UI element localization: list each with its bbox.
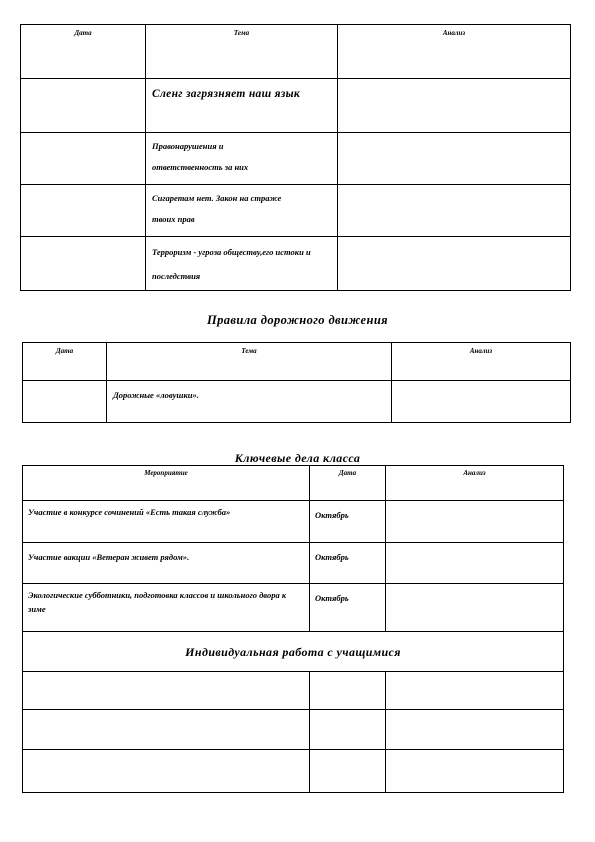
date-cell: [310, 501, 386, 543]
topic-text: Дорожные «ловушки».: [113, 390, 199, 400]
empty-cell: [386, 710, 564, 750]
date-cell: [310, 543, 386, 584]
date-cell: [23, 381, 107, 423]
topic-text: Терроризм - угроза обществу,его истоки и последствия: [152, 247, 311, 281]
analysis-cell: [392, 381, 571, 423]
topic-text: Сленг загрязняет наш язык: [152, 88, 301, 100]
event-cell: [23, 543, 310, 584]
empty-cell: [23, 710, 310, 750]
col-header-date: Дата: [21, 25, 146, 79]
section-title-traffic-rules: Правила дорожного движения: [206, 313, 389, 327]
event-text: Участие вакции «Ветеран живет рядом».: [28, 552, 190, 562]
empty-cell: [310, 750, 386, 793]
date-cell: [21, 237, 146, 291]
individual-work-title: Индивидуальная работа с учащимися: [185, 644, 401, 659]
col-header-topic: Тема: [146, 25, 338, 79]
date-text: Октябрь: [315, 593, 349, 603]
col-header-analysis: Анализ: [338, 25, 571, 79]
topic-cell: [107, 381, 392, 423]
analysis-cell: [338, 185, 571, 237]
empty-cell: [310, 672, 386, 710]
date-cell: [21, 79, 146, 133]
empty-cell: [310, 710, 386, 750]
analysis-cell: [386, 501, 564, 543]
event-text: Экологические субботники, подготовка классов и школьного двора к зиме: [28, 590, 287, 614]
col-header-event: Мероприятие: [23, 466, 310, 501]
event-cell: [23, 501, 310, 543]
analysis-cell: [338, 133, 571, 185]
col-header-analysis: Анализ: [386, 466, 564, 501]
class-events-table: [22, 465, 564, 793]
topic-cell: [146, 79, 338, 133]
date-text: Октябрь: [315, 552, 349, 562]
col-header-topic: Тема: [107, 343, 392, 381]
analysis-cell: [338, 237, 571, 291]
event-cell: [23, 584, 310, 632]
empty-cell: [23, 750, 310, 793]
topic-cell: [146, 185, 338, 237]
date-cell: [310, 584, 386, 632]
col-header-analysis: Анализ: [392, 343, 571, 381]
empty-cell: [23, 672, 310, 710]
analysis-cell: [338, 79, 571, 133]
traffic-rules-table: [22, 342, 571, 423]
col-header-date: Дата: [310, 466, 386, 501]
event-text: Участие в конкурсе сочинений «Есть такая служба»: [28, 507, 231, 517]
date-cell: [21, 185, 146, 237]
empty-cell: [386, 750, 564, 793]
section-title-class-events: Ключевые дела класса: [234, 451, 361, 465]
topic-text: Сигаретам нет. Закон на страже твоих прав: [152, 193, 282, 224]
date-cell: [21, 133, 146, 185]
subtitle-cell: [23, 632, 564, 672]
analysis-cell: [386, 543, 564, 584]
topic-cell: [146, 237, 338, 291]
topic-cell: [146, 133, 338, 185]
col-header-date: Дата: [23, 343, 107, 381]
topic-text: Правонарушения и ответственность за них: [152, 141, 249, 172]
empty-cell: [386, 672, 564, 710]
topics-table-1: [20, 24, 571, 291]
analysis-cell: [386, 584, 564, 632]
date-text: Октябрь: [315, 510, 349, 520]
